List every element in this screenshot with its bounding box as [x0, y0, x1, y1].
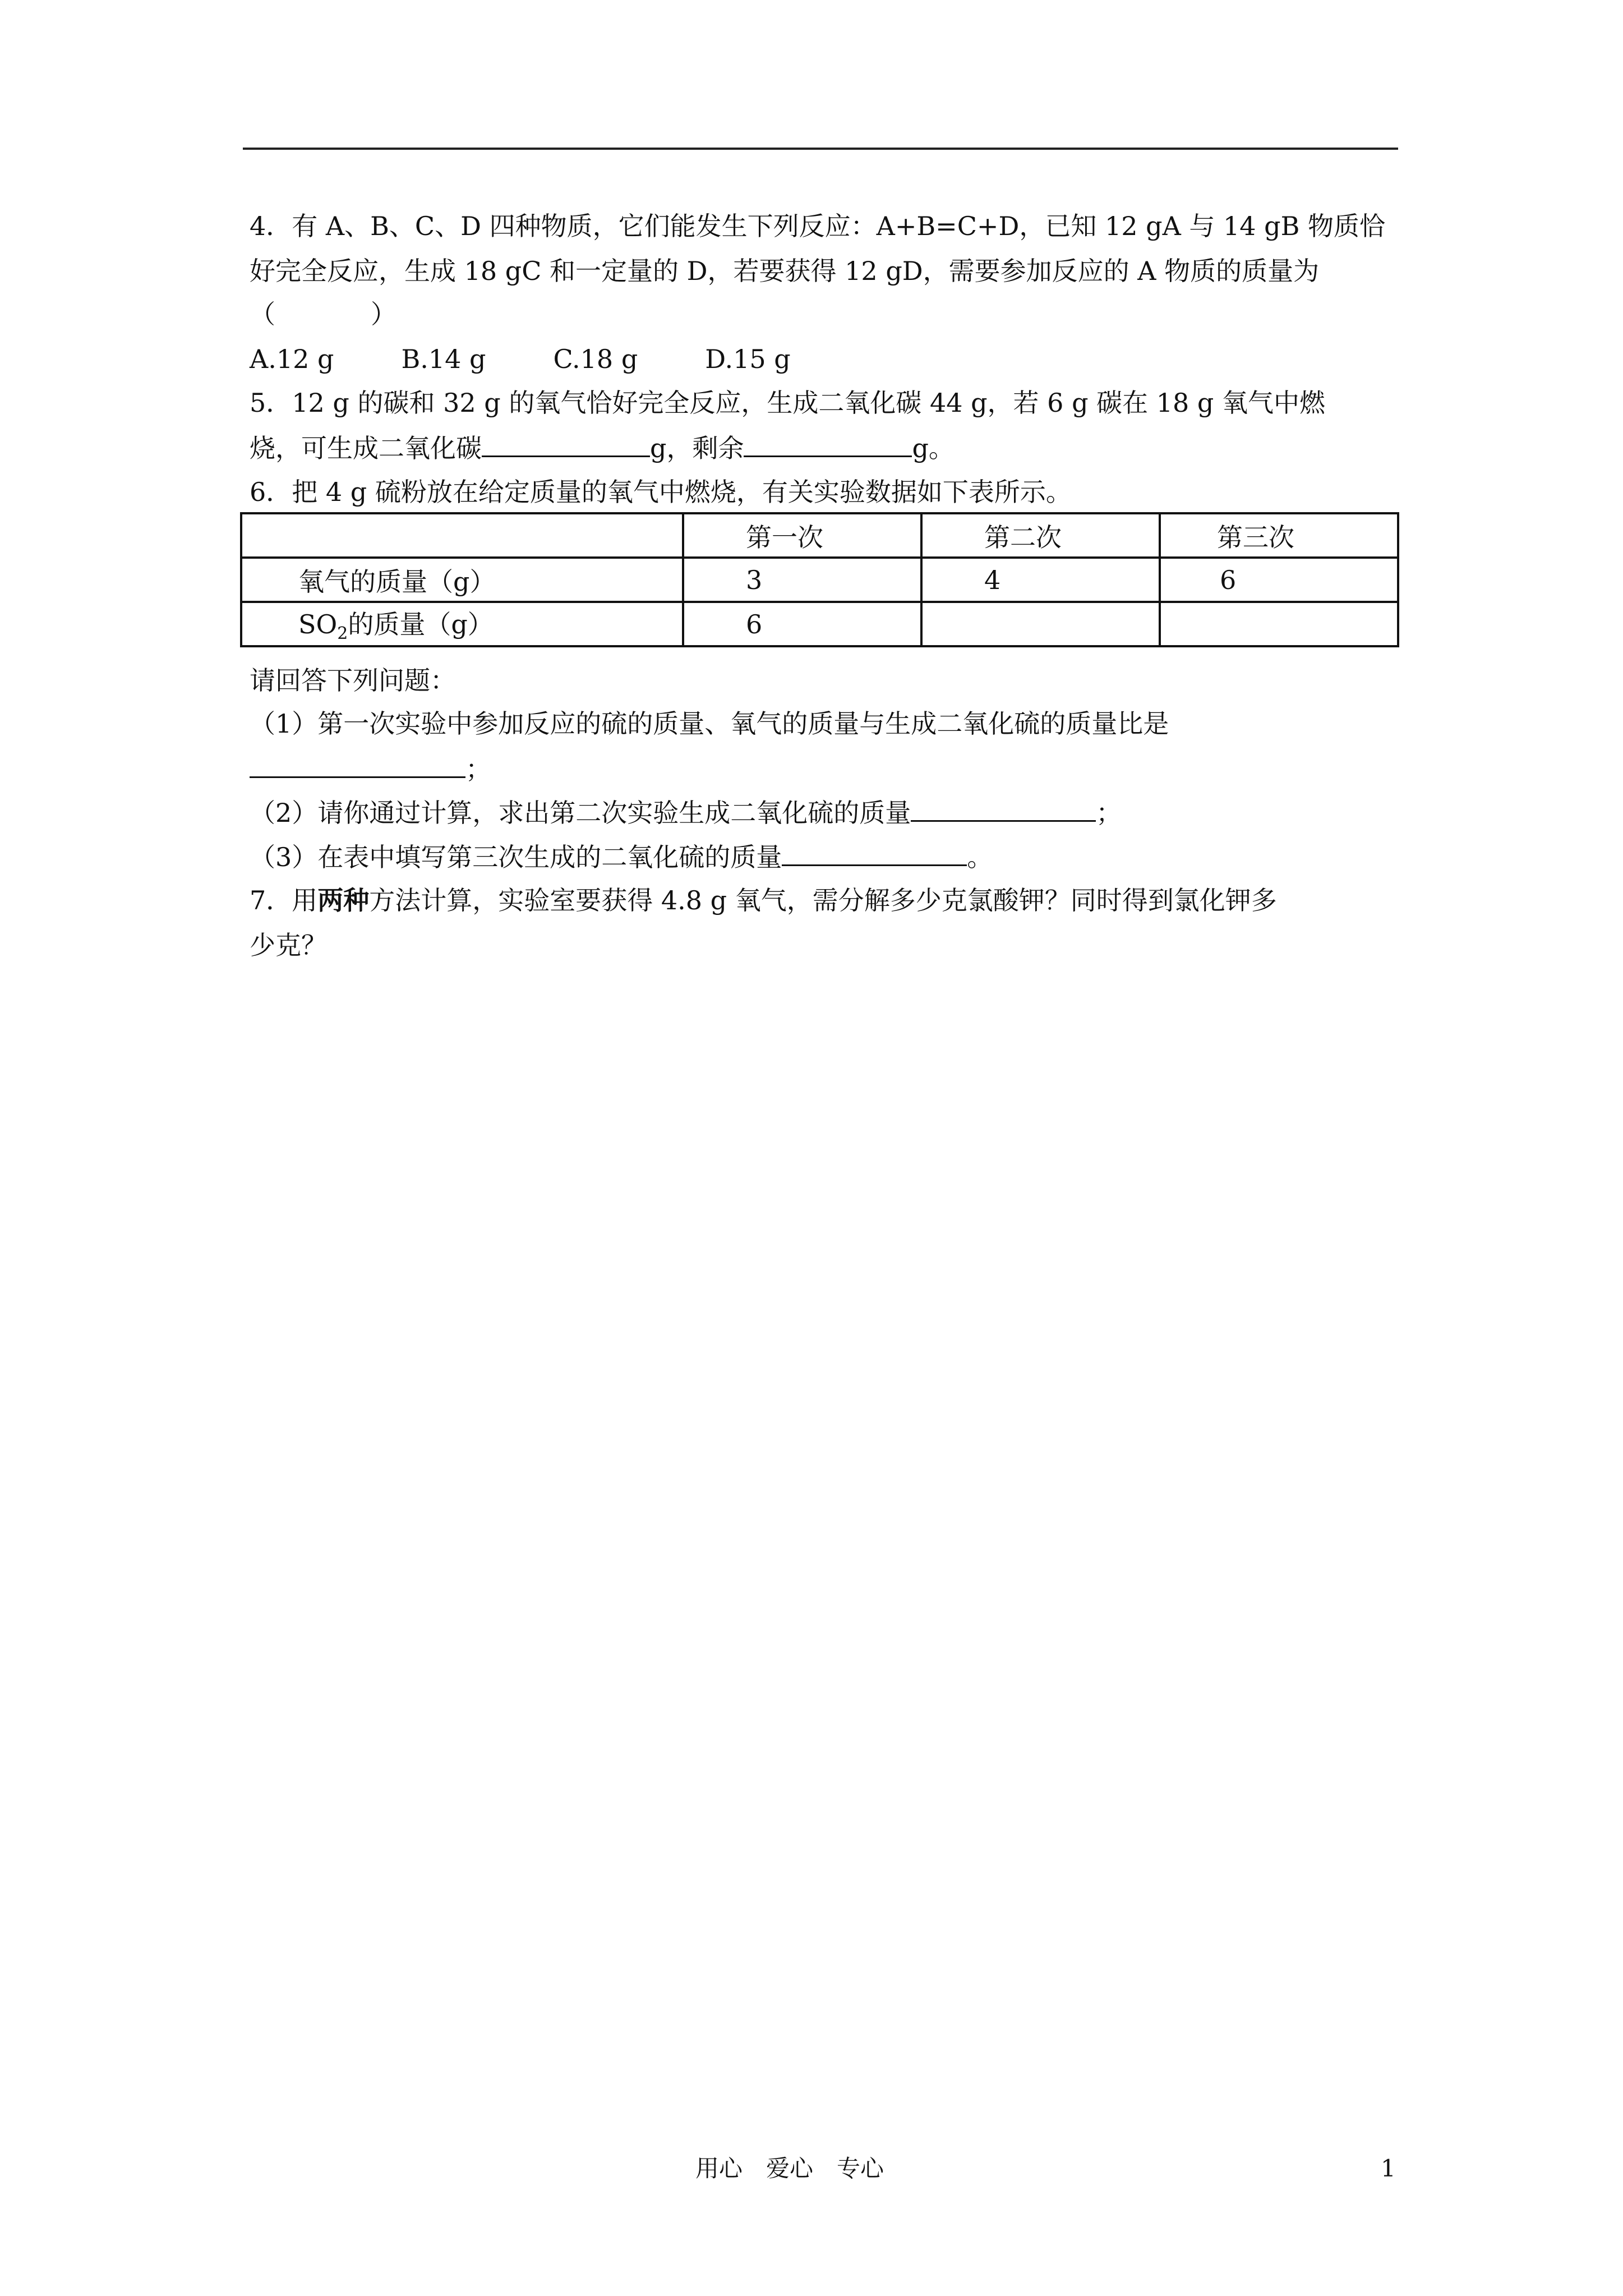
q5-text-b: g，剩余	[650, 433, 744, 463]
q6-sub2	[250, 795, 1122, 830]
answer-blank	[782, 840, 967, 866]
q5-text-c: g。	[912, 433, 955, 463]
table-cell	[921, 602, 1160, 646]
table-cell: 3	[683, 558, 921, 602]
row-label	[241, 602, 683, 646]
q7-emphasis: 两种	[317, 885, 370, 915]
footer-motto: 用心 爱心 专心	[695, 2155, 884, 2182]
table-cell: 4	[921, 558, 1160, 602]
q7-line2: 少克？	[250, 930, 327, 960]
so-text: SO	[298, 609, 338, 640]
table-cell	[1160, 602, 1398, 646]
q5-line2	[250, 431, 955, 465]
semicolon: ；	[1096, 798, 1122, 828]
table-header-cell: 第一次	[683, 513, 921, 558]
semicolon: ；	[465, 754, 491, 784]
q6-intro: 6．把 4 g 硫粉放在给定质量的氧气中燃烧，有关实验数据如下表所示。	[250, 477, 1072, 507]
table-row	[241, 602, 1398, 646]
q4-answer-parens	[250, 297, 396, 331]
option-b: B.14 g	[401, 344, 486, 374]
answer-blank	[911, 795, 1096, 822]
q4-line1: 4．有 A、B、C、D 四种物质，它们能发生下列反应：A+B=C+D，已知 12 gA 与 14 gB 物质恰	[250, 211, 1386, 241]
option-c: C.18 g	[553, 344, 638, 374]
q7-post: 方法计算，实验室要获得 4.8 g 氧气，需分解多少克氯酸钾？同时得到氯化钾多	[369, 885, 1277, 915]
table-header-cell: 第二次	[921, 513, 1160, 558]
answer-blank	[482, 431, 650, 457]
answer-blank	[744, 431, 912, 457]
data-table	[240, 512, 1399, 647]
row-label: 氧气的质量（g）	[241, 558, 683, 602]
header-rule	[243, 148, 1398, 150]
option-d: D.15 g	[705, 344, 791, 374]
q4-line2: 好完全反应，生成 18 gC 和一定量的 D，若要获得 12 gD，需要参加反应的 A 物质的质量为	[250, 256, 1320, 286]
q6-sub1: （1）第一次实验中参加反应的硫的质量、氧气的质量与生成二氧化硫的质量比是	[250, 708, 1169, 739]
page-number: 1	[1381, 2155, 1396, 2182]
table-cell: 6	[683, 602, 921, 646]
table-header-row	[241, 513, 1398, 558]
q6-sub3-text: （3）在表中填写第三次生成的二氧化硫的质量	[250, 842, 782, 872]
paren-open: （	[250, 299, 275, 329]
period: 。	[967, 842, 993, 872]
table-row	[241, 558, 1398, 602]
q7-line1	[250, 884, 1277, 917]
q6-sub3	[250, 840, 993, 874]
answer-blank	[250, 752, 465, 778]
table-cell	[241, 513, 683, 558]
paren-close: ）	[371, 299, 396, 329]
q7-pre: 7．用	[250, 885, 318, 915]
row-label-rest: 的质量（g）	[348, 609, 494, 640]
table-header-cell: 第三次	[1160, 513, 1398, 558]
table-cell: 6	[1160, 558, 1398, 602]
q6-sub2-text: （2）请你通过计算，求出第二次实验生成二氧化硫的质量	[250, 798, 911, 828]
subscript: 2	[337, 624, 348, 644]
q5-line1: 5．12 g 的碳和 32 g 的氧气恰好完全反应，生成二氧化碳 44 g，若 6 g 碳在 18 g 氧气中燃	[250, 388, 1325, 418]
q6-prompt: 请回答下列问题：	[250, 665, 456, 696]
q6-sub1-answer	[250, 752, 491, 786]
q5-text-a: 烧，可生成二氧化碳	[250, 433, 482, 463]
option-a: A.12 g	[250, 344, 334, 374]
q4-options	[250, 342, 858, 376]
